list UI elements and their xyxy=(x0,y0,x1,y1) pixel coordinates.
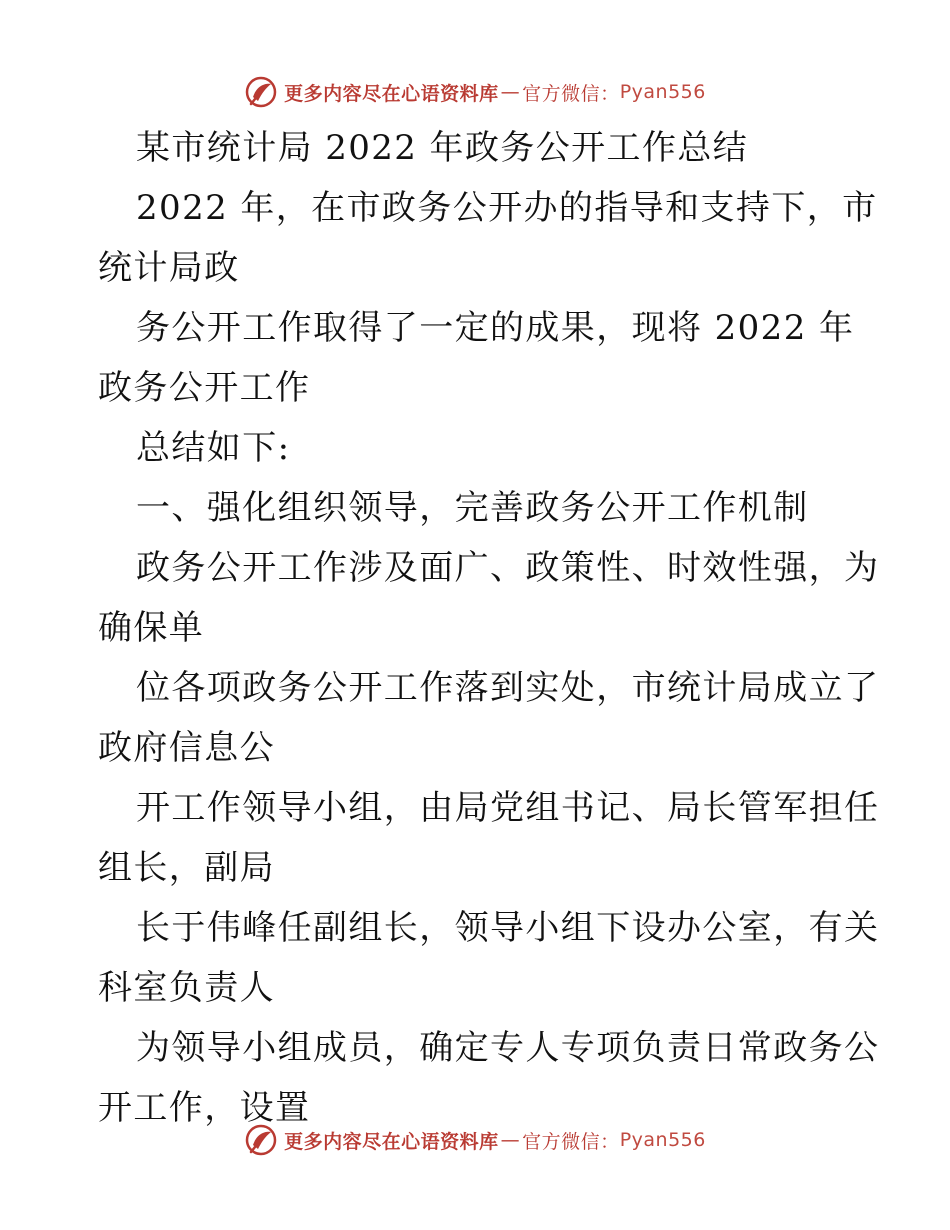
watermark-wechat-id: Pyan556 xyxy=(619,1129,706,1151)
watermark-separator: — xyxy=(500,1129,521,1151)
watermark-text: 更多内容尽在心语资料库 xyxy=(284,1130,499,1153)
text-line: 位各项政务公开工作落到实处，市统计局成立了 xyxy=(136,668,880,708)
watermark-wechat-label: 官方微信： xyxy=(522,82,620,105)
text-line: 确保单 xyxy=(98,608,205,648)
text-line: 政务公开工作涉及面广、政策性、时效性强，为 xyxy=(136,548,880,588)
text-line: 2022 年，在市政务公开办的指导和支持下，市 xyxy=(136,188,878,228)
watermark-wechat-id: Pyan556 xyxy=(619,81,706,103)
text-line: 开工作领导小组，由局党组书记、局长管军担任 xyxy=(136,788,880,828)
text-line: 长于伟峰任副组长，领导小组下设办公室，有关 xyxy=(136,908,880,948)
watermark-wechat-label: 官方微信： xyxy=(522,1130,620,1153)
text-line: 科室负责人 xyxy=(98,968,275,1008)
watermark-separator: — xyxy=(500,81,521,103)
text-line: 政务公开工作 xyxy=(98,368,311,408)
brand-logo-icon xyxy=(244,1123,278,1157)
text-line: 统计局政 xyxy=(98,248,240,288)
watermark-header xyxy=(0,72,950,112)
text-line: 一、强化组织领导，完善政务公开工作机制 xyxy=(136,488,809,528)
document-body xyxy=(98,118,880,1138)
watermark-text: 更多内容尽在心语资料库 xyxy=(284,82,499,105)
text-line: 务公开工作取得了一定的成果，现将 2022 年 xyxy=(136,308,855,348)
brand-logo-icon xyxy=(244,75,278,109)
text-line: 政府信息公 xyxy=(98,728,275,768)
text-line: 组长，副局 xyxy=(98,848,275,888)
text-line: 总结如下: xyxy=(136,428,291,468)
document-title: 某市统计局 2022 年政务公开工作总结 xyxy=(136,128,749,168)
watermark-footer xyxy=(0,1120,950,1160)
text-line: 开工作，设置 xyxy=(98,1088,311,1128)
text-line: 为领导小组成员，确定专人专项负责日常政务公 xyxy=(136,1028,880,1068)
